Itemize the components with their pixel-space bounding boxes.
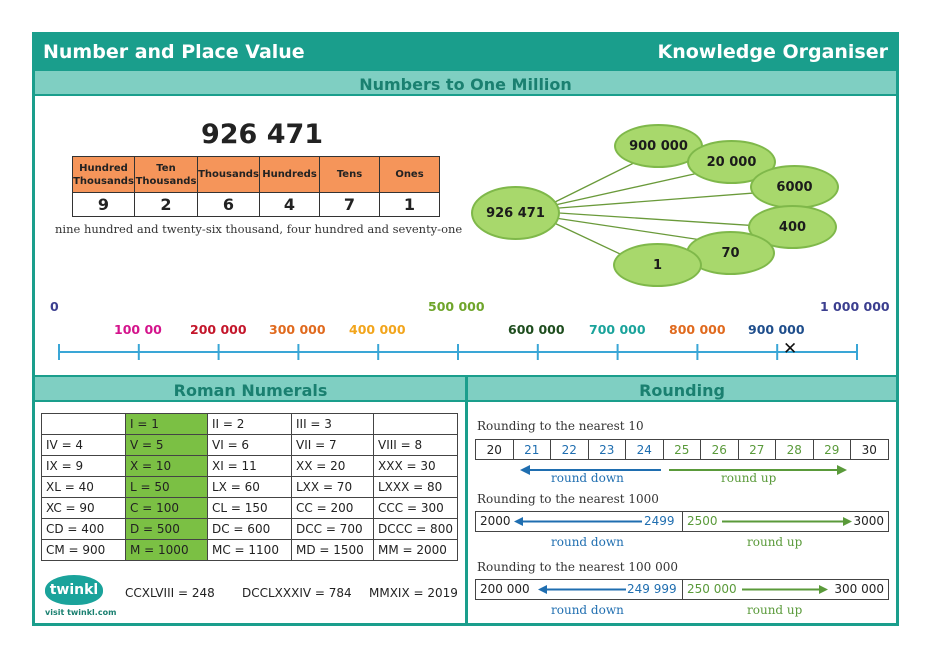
rounding-10-cell: 27 xyxy=(738,440,776,460)
roman-cell: CCC = 300 xyxy=(374,498,458,519)
number-line-label: 300 000 xyxy=(269,322,326,337)
pv-header: Tens xyxy=(320,157,380,193)
rounding-100000-arrows xyxy=(476,580,890,599)
number-line-label: 0 xyxy=(50,299,59,314)
roman-cell: D = 500 xyxy=(126,519,208,540)
number-line-label: 800 000 xyxy=(669,322,726,337)
round-up-arrowhead xyxy=(843,517,852,526)
pv-header: Ten Thousands xyxy=(135,157,198,193)
roman-cell: XX = 20 xyxy=(292,456,374,477)
visit-link: visit twinkl.com xyxy=(45,608,117,617)
rounding-10-arrows xyxy=(475,463,895,477)
pv-header: Ones xyxy=(380,157,440,193)
partition-whole: 926 471 xyxy=(471,186,560,240)
bound-mid-right: 250 000 xyxy=(687,582,737,596)
partition-part: 1 xyxy=(613,243,702,287)
number-line-label: 1 000 000 xyxy=(820,299,890,314)
roman-numerals-table xyxy=(41,413,458,561)
roman-cell: II = 2 xyxy=(208,414,292,435)
pv-header: Thousands xyxy=(198,157,260,193)
partition-part: 20 000 xyxy=(687,140,776,184)
rounding-100000-strip xyxy=(475,579,889,600)
pv-digit: 1 xyxy=(380,193,440,217)
rounding-10-cell: 21 xyxy=(513,440,551,460)
rounding-1000-arrows xyxy=(476,512,890,531)
number-line-label: 900 000 xyxy=(748,322,805,337)
page-subtitle: Knowledge Organiser xyxy=(657,41,888,63)
roman-row xyxy=(42,519,458,540)
roman-cell: VI = 6 xyxy=(208,435,292,456)
round-down-label: round down xyxy=(551,603,624,617)
rounding-1000-strip xyxy=(475,511,889,532)
round-up-label: round up xyxy=(721,471,777,485)
roman-cell: III = 3 xyxy=(292,414,374,435)
roman-row xyxy=(42,435,458,456)
partition-part: 900 000 xyxy=(614,124,703,168)
knowledge-organiser xyxy=(32,32,899,626)
roman-cell: C = 100 xyxy=(126,498,208,519)
roman-row xyxy=(42,477,458,498)
rounding-10-row xyxy=(476,440,889,460)
number-line-label: 100 00 xyxy=(114,322,162,337)
round-up-label: round up xyxy=(747,603,803,617)
bound-right: 3000 xyxy=(853,514,884,528)
partition-part: 70 xyxy=(686,231,775,275)
bound-right: 300 000 xyxy=(834,582,884,596)
roman-cell: CD = 400 xyxy=(42,519,126,540)
partition-part: 6000 xyxy=(750,165,839,209)
roman-cell xyxy=(42,414,126,435)
number-in-words: nine hundred and twenty-six thousand, four hundred and seventy-one xyxy=(55,222,463,236)
number-line-marker: ✕ xyxy=(783,339,798,359)
roman-cell: XI = 11 xyxy=(208,456,292,477)
number-line-label: 200 000 xyxy=(190,322,247,337)
pv-digit: 4 xyxy=(260,193,320,217)
roman-example: CCXLVIII = 248 xyxy=(125,586,215,600)
roman-cell: I = 1 xyxy=(126,414,208,435)
roman-cell: LXXX = 80 xyxy=(374,477,458,498)
roman-cell: LX = 60 xyxy=(208,477,292,498)
round-up-arrowhead xyxy=(837,465,847,475)
rounding-10-cell: 23 xyxy=(588,440,626,460)
round-up-label: round up xyxy=(747,535,803,549)
roman-cell: LXX = 70 xyxy=(292,477,374,498)
roman-row xyxy=(42,414,458,435)
roman-cell: CM = 900 xyxy=(42,540,126,561)
roman-cell: XL = 40 xyxy=(42,477,126,498)
round-down-label: round down xyxy=(551,471,624,485)
pv-header: Hundreds xyxy=(260,157,320,193)
number-line-label: 700 000 xyxy=(589,322,646,337)
rounding-10-cell: 28 xyxy=(776,440,814,460)
twinkl-logo: twinkl xyxy=(45,575,103,605)
rounding-10-cell: 20 xyxy=(476,440,514,460)
roman-cell xyxy=(374,414,458,435)
rounding-10-title: Rounding to the nearest 10 xyxy=(477,419,644,433)
number-line-label: 600 000 xyxy=(508,322,565,337)
round-up-arrowhead xyxy=(819,585,828,594)
roman-row xyxy=(42,456,458,477)
rounding-10-cell: 26 xyxy=(701,440,739,460)
section-header-roman: Roman Numerals xyxy=(35,375,466,402)
rounding-10-cell: 22 xyxy=(551,440,589,460)
roman-cell: CC = 200 xyxy=(292,498,374,519)
roman-cell: MD = 1500 xyxy=(292,540,374,561)
roman-row xyxy=(42,498,458,519)
featured-number: 926 471 xyxy=(200,119,324,150)
roman-example: DCCLXXXIV = 784 xyxy=(242,586,352,600)
round-down-label: round down xyxy=(551,535,624,549)
page-title: Number and Place Value xyxy=(43,41,305,63)
roman-cell: DCC = 700 xyxy=(292,519,374,540)
rounding-10-cell: 24 xyxy=(626,440,664,460)
roman-cell: IX = 9 xyxy=(42,456,126,477)
bound-mid-right: 2500 xyxy=(687,514,718,528)
round-down-arrowhead xyxy=(520,465,530,475)
rounding-1000-title: Rounding to the nearest 1000 xyxy=(477,492,659,506)
section-header-million: Numbers to One Million xyxy=(35,69,896,96)
section-divider xyxy=(465,375,468,626)
round-down-arrowhead xyxy=(538,585,547,594)
round-down-arrowhead xyxy=(514,517,523,526)
roman-cell: MC = 1100 xyxy=(208,540,292,561)
roman-row xyxy=(42,540,458,561)
roman-cell: MM = 2000 xyxy=(374,540,458,561)
roman-cell: DCCC = 800 xyxy=(374,519,458,540)
rounding-10-cell: 25 xyxy=(663,440,701,460)
roman-cell: XXX = 30 xyxy=(374,456,458,477)
bound-left: 200 000 xyxy=(480,582,530,596)
bound-mid-left: 249 999 xyxy=(627,582,677,596)
rounding-10-cell: 30 xyxy=(851,440,889,460)
pv-digit: 2 xyxy=(135,193,198,217)
roman-cell: VIII = 8 xyxy=(374,435,458,456)
roman-cell: X = 10 xyxy=(126,456,208,477)
roman-cell: CL = 150 xyxy=(208,498,292,519)
rounding-10-strip xyxy=(475,439,889,460)
roman-cell: VII = 7 xyxy=(292,435,374,456)
roman-cell: V = 5 xyxy=(126,435,208,456)
partition-part: 400 xyxy=(748,205,837,249)
roman-example: MMXIX = 2019 xyxy=(369,586,458,600)
number-line-label: 500 000 xyxy=(428,299,485,314)
roman-cell: L = 50 xyxy=(126,477,208,498)
bound-left: 2000 xyxy=(480,514,511,528)
roman-cell: M = 1000 xyxy=(126,540,208,561)
roman-cell: DC = 600 xyxy=(208,519,292,540)
pv-header: Hundred Thousands xyxy=(73,157,135,193)
pv-digit: 7 xyxy=(320,193,380,217)
rounding-10-cell: 29 xyxy=(813,440,851,460)
bound-mid-left: 2499 xyxy=(644,514,675,528)
rounding-100000-title: Rounding to the nearest 100 000 xyxy=(477,560,679,574)
roman-cell: XC = 90 xyxy=(42,498,126,519)
roman-cell: IV = 4 xyxy=(42,435,126,456)
pv-digit: 9 xyxy=(73,193,135,217)
number-line-label: 400 000 xyxy=(349,322,406,337)
pv-digit: 6 xyxy=(198,193,260,217)
section-header-rounding: Rounding xyxy=(468,375,896,402)
